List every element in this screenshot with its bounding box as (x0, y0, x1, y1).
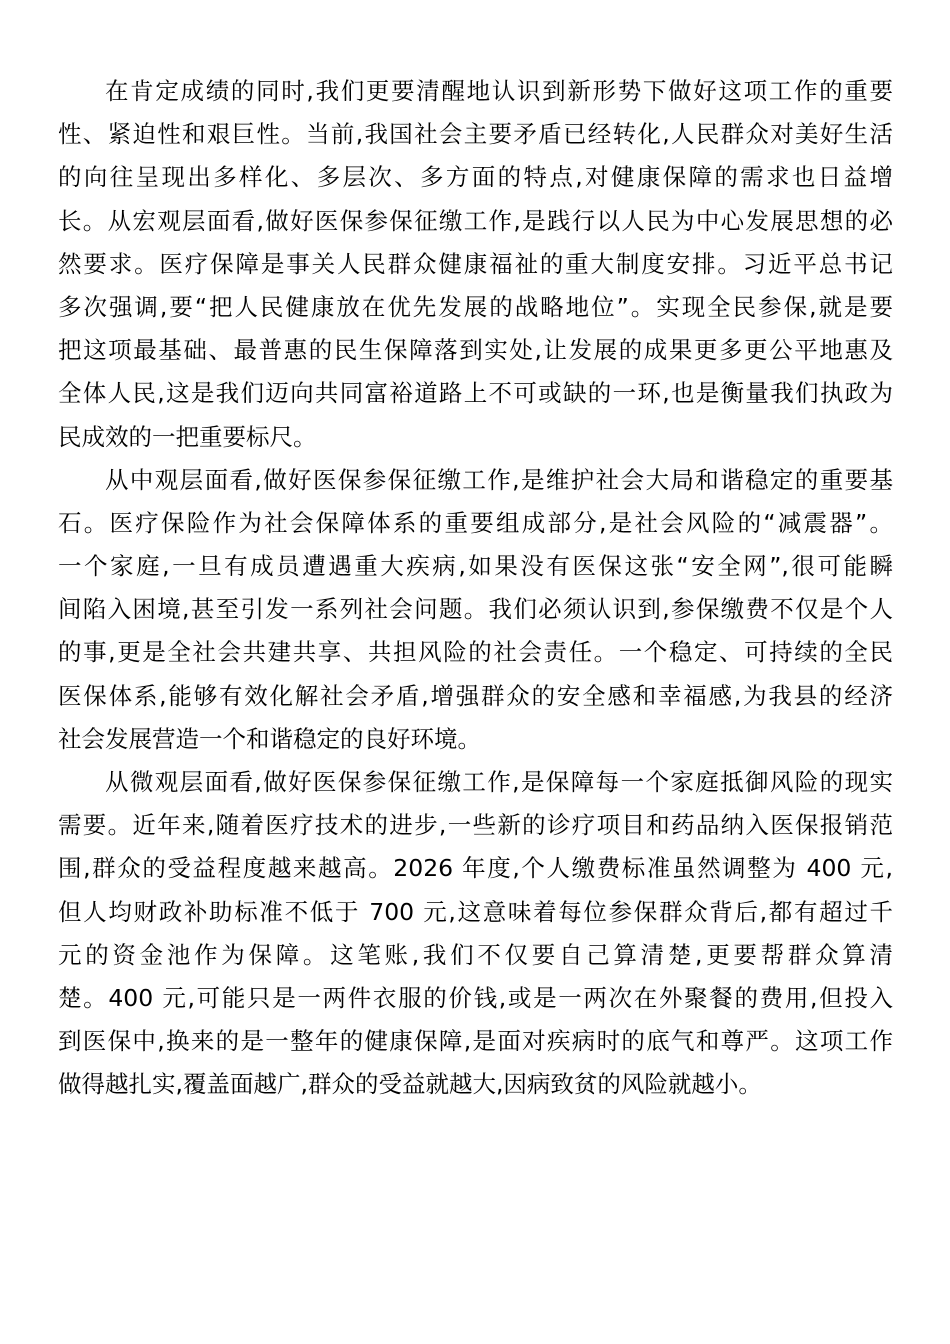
text-line: 在肯定成绩的同时,我们更要清醒地认识到新形势下做好这项工作的重要 (105, 77, 893, 105)
text-line: 石。医疗保险作为社会保障体系的重要组成部分,是社会风险的“减震器”。 (58, 508, 893, 537)
text-line: 做得越扎实,覆盖面越广,群众的受益就越大,因病致贫的风险就越小。 (58, 1070, 762, 1099)
text-line: 把这项最基础、最普惠的民生保障落到实处,让发展的成果更多更公平地惠及 (58, 336, 893, 365)
text-line: 围,群众的受益程度越来越高。2026 年度,个人缴费标准虽然调整为 400 元, (58, 854, 893, 883)
text-line: 民成效的一把重要标尺。 (58, 422, 317, 451)
text-line: 社会发展营造一个和谐稳定的良好环境。 (58, 724, 481, 753)
text-line: 从中观层面看,做好医保参保征缴工作,是维护社会大局和谐稳定的重要基 (105, 465, 893, 494)
text-line: 多次强调,要“把人民健康放在优先发展的战略地位”。实现全民参保,就是要 (58, 292, 893, 321)
paragraph-meso (58, 459, 893, 761)
text-line: 间陷入困境,甚至引发一系列社会问题。我们必须认识到,参保缴费不仅是个人 (58, 595, 893, 624)
paragraph-micro (58, 761, 893, 1107)
text-line: 一个家庭,一旦有成员遭遇重大疾病,如果没有医保这张“安全网”,很可能瞬 (58, 552, 893, 581)
text-line: 的向往呈现出多样化、多层次、多方面的特点,对健康保障的需求也日益增 (58, 163, 893, 192)
text-line: 到医保中,换来的是一整年的健康保障,是面对疾病时的底气和尊严。这项工作 (58, 1027, 893, 1056)
text-line: 需要。近年来,随着医疗技术的进步,一些新的诊疗项目和药品纳入医保报销范 (58, 811, 893, 840)
document-page (58, 70, 893, 1107)
text-line: 全体人民,这是我们迈向共同富裕道路上不可或缺的一环,也是衡量我们执政为 (58, 379, 893, 408)
text-line: 然要求。医疗保障是事关人民群众健康福祉的重大制度安排。习近平总书记 (58, 249, 893, 278)
text-line: 长。从宏观层面看,做好医保参保征缴工作,是践行以人民为中心发展思想的必 (58, 206, 893, 235)
text-line: 楚。400 元,可能只是一两件衣服的价钱,或是一两次在外聚餐的费用,但投入 (58, 983, 893, 1012)
text-line: 从微观层面看,做好医保参保征缴工作,是保障每一个家庭抵御风险的现实 (105, 768, 893, 796)
text-line: 性、紧迫性和艰巨性。当前,我国社会主要矛盾已经转化,人民群众对美好生活 (58, 120, 893, 149)
text-line: 元的资金池作为保障。这笔账,我们不仅要自己算清楚,更要帮群众算清 (58, 940, 893, 969)
text-line: 的事,更是全社会共建共享、共担风险的社会责任。一个稳定、可持续的全民 (58, 638, 893, 667)
text-line: 但人均财政补助标准不低于 700 元,这意味着每位参保群众背后,都有超过千 (58, 897, 893, 926)
paragraph-macro (58, 70, 893, 459)
text-line: 医保体系,能够有效化解社会矛盾,增强群众的安全感和幸福感,为我县的经济 (58, 681, 893, 710)
